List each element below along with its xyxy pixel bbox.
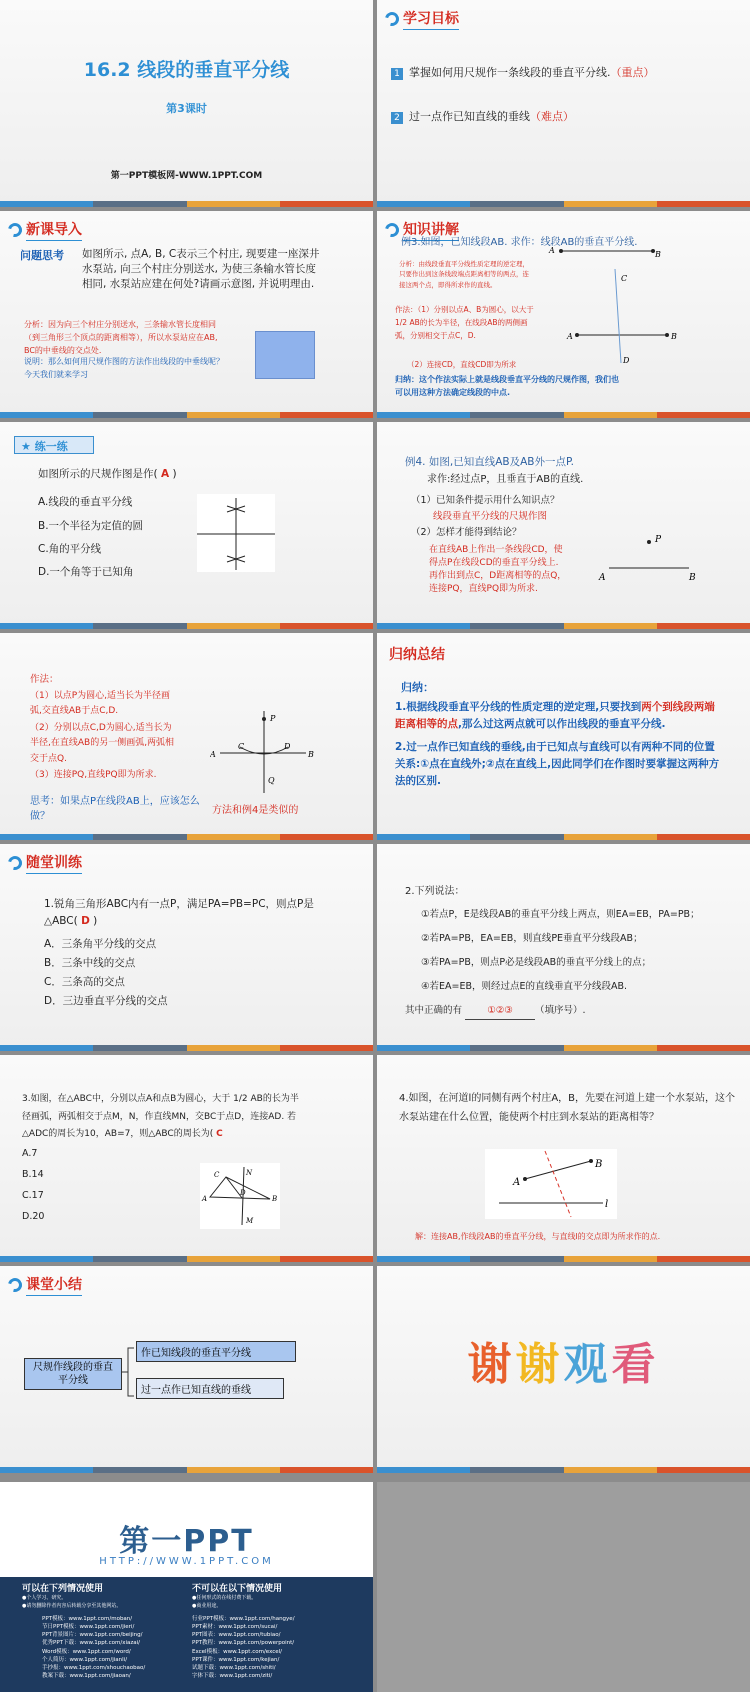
slide-14[interactable] bbox=[377, 1266, 750, 1473]
slide-3[interactable] bbox=[0, 211, 373, 418]
star-icon: ★ bbox=[21, 440, 35, 453]
svg-text:Q: Q bbox=[268, 776, 275, 785]
mindmap-root: 尺规作线段的垂直平分线 bbox=[24, 1358, 122, 1390]
ring-icon bbox=[382, 220, 401, 239]
mindmap-branch-1: 作已知线段的垂直平分线 bbox=[136, 1341, 296, 1362]
exercise-1-option-d[interactable]: D．三边垂直平分线的交点 bbox=[44, 995, 168, 1007]
example-4-a1: 线段垂直平分线的尺规作图 bbox=[433, 511, 548, 522]
footer-logo: 第一PPT bbox=[119, 1524, 254, 1559]
slide-14-bar bbox=[377, 1467, 750, 1473]
exercise-2: 2.下列说法： bbox=[405, 886, 465, 897]
footer-link[interactable]: PPT教程：www.1ppt.com/powerpoint/ bbox=[192, 1640, 295, 1647]
thanks-text: 谢谢观看 bbox=[467, 1339, 660, 1390]
slide-10-bar bbox=[377, 1045, 750, 1051]
question-text: 如图所示, 点A, B, C表示三个村庄, 现要建一座深井水泵站, 向三个村庄分别送水, 为使三条输水管长度相同, 水泵站应建在何处?请画示意图, 并说明理由. bbox=[82, 248, 320, 291]
example-3-summary: 归纳：这个作法实际上就是线段垂直平分线的尺规作图，我们也可以用这种方法确定线段的中点. bbox=[395, 375, 619, 397]
svg-text:B: B bbox=[595, 1159, 603, 1170]
option-a[interactable]: A.线段的垂直平分线 bbox=[38, 496, 133, 508]
slide-12[interactable] bbox=[377, 1055, 750, 1262]
footer-link[interactable]: 教案下载：www.1ppt.com/jiaoan/ bbox=[42, 1672, 131, 1679]
footer-can-2: ●请勿删除作者内容后转载分享至其他网站。 bbox=[22, 1603, 122, 1609]
footer-cant-1: ●任何形式的在线付费下载。 bbox=[192, 1595, 257, 1601]
footer-can-1: ●个人学习、研究。 bbox=[22, 1595, 67, 1601]
footer-links-right bbox=[192, 1615, 295, 1680]
slide-13-heading: 课堂小结 bbox=[8, 1274, 82, 1296]
slide-7[interactable] bbox=[0, 633, 373, 840]
exercise-3-option-a[interactable]: A.7 bbox=[22, 1148, 38, 1159]
mindmap-brace bbox=[122, 1344, 136, 1400]
slide-8[interactable] bbox=[377, 633, 750, 840]
goal-1: 1 掌握如何用尺规作一条线段的垂直平分线.（重点） bbox=[391, 64, 655, 81]
slide-10[interactable] bbox=[377, 844, 750, 1051]
footer-link[interactable]: 节日PPT模板：www.1ppt.com/jieri/ bbox=[42, 1624, 135, 1631]
exercise-3: 3.如图，在△ABC中，分别以点A和点B为圆心，大于 1/2 AB的长为半径画弧，两弧相交于点M，N，作直线MN，交BC于点D，连接AD. 若△ADC的周长为10，AB=7，则△ABC的周长为( C bbox=[22, 1094, 299, 1140]
svg-text:P: P bbox=[655, 535, 662, 545]
footer-link[interactable]: 字体下载：www.1ppt.com/ziti/ bbox=[192, 1672, 273, 1679]
svg-text:B: B bbox=[671, 332, 677, 341]
mindmap-branch-2: 过一点作已知直线的垂线 bbox=[136, 1378, 284, 1399]
slide-2-heading: 学习目标 bbox=[385, 8, 459, 30]
exercise-4-answer: 解：连接AB,作线段AB的垂直平分线，与直线l的交点即为所求作的点. bbox=[415, 1232, 661, 1241]
triangle-figure bbox=[200, 1163, 280, 1229]
summary-point-2: 2.过一点作已知直线的垂线,由于已知点与直线可以有两种不同的位置关系:①点在直线外;②点在直线上,因此同学们在作图时要掌握这两种方法的区别. bbox=[395, 741, 720, 787]
exercise-1-option-c[interactable]: C．三条高的交点 bbox=[44, 976, 125, 988]
svg-text:M: M bbox=[246, 1217, 254, 1225]
goal-2: 2 过一点作已知直线的垂线（难点） bbox=[391, 108, 574, 125]
svg-text:D: D bbox=[284, 742, 291, 751]
method-step-1: （1）以点P为圆心,适当长为半径画弧,交直线AB于点C,D. bbox=[30, 691, 171, 717]
question-label: 问题思考 bbox=[20, 249, 64, 262]
svg-text:N: N bbox=[246, 1169, 253, 1177]
method-step-3: （3）连接PQ,直线PQ即为所求. bbox=[30, 770, 157, 780]
slide-11[interactable] bbox=[0, 1055, 373, 1262]
footer-url[interactable]: HTTP://WWW.1PPT.COM bbox=[99, 1556, 274, 1567]
example-4-a2: 在直线AB上作出一条线段CD，使得点P在线段CD的垂直平分线上. 再作出到点C，D距离相等的点Q，连接PQ，直线PQ即为所求. bbox=[429, 545, 567, 595]
svg-text:D: D bbox=[623, 356, 630, 365]
statement-2: ②若PA=PB，EA=EB，则直线PE垂直平分线段AB； bbox=[421, 933, 643, 944]
footer-link[interactable]: 个人简历：www.1ppt.com/jianli/ bbox=[42, 1656, 128, 1663]
footer-link[interactable]: 试题下载：www.1ppt.com/shiti/ bbox=[192, 1664, 276, 1671]
method-heading: 作法： bbox=[30, 674, 59, 685]
svg-text:B: B bbox=[689, 573, 696, 582]
empty-area bbox=[377, 1482, 750, 1692]
practice-question: 如图所示的尺规作图是作( A ) bbox=[38, 468, 177, 480]
exercise-4: 4.如图，在河道l的同侧有两个村庄A，B，先要在河道上建一个水泵站，这个水泵站建在什么位置，能使两个村庄到水泵站的距离相等？ bbox=[399, 1093, 736, 1123]
example-4: 例4. 如图,已知直线AB及AB外一点P. bbox=[405, 456, 574, 468]
svg-text:C: C bbox=[621, 274, 628, 283]
footer-link[interactable]: 手抄报：www.1ppt.com/shouchaobao/ bbox=[42, 1664, 146, 1671]
footer-cant-heading: 不可以在以下情况使用 bbox=[192, 1584, 283, 1594]
slide-1-site: 第一PPT模板网-WWW.1PPT.COM bbox=[110, 171, 263, 181]
example-4-q1: （1）已知条件提示用什么知识点？ bbox=[411, 495, 560, 506]
slide-9-bar bbox=[0, 1045, 373, 1051]
exercise-1-option-a[interactable]: A．三条角平分线的交点 bbox=[44, 938, 157, 950]
slide-5[interactable] bbox=[0, 422, 373, 629]
slide-6-bar bbox=[377, 623, 750, 629]
statement-4: ④若EA=EB，则经过点E的直线垂直平分线段AB. bbox=[421, 981, 628, 992]
svg-text:A: A bbox=[210, 750, 216, 759]
option-d[interactable]: D.一个角等于已知角 bbox=[38, 566, 134, 578]
slide-5-bar bbox=[0, 623, 373, 629]
slide-1-bar bbox=[0, 201, 373, 207]
slide-2[interactable] bbox=[377, 0, 750, 207]
ring-icon bbox=[5, 1275, 24, 1294]
footer-link[interactable]: Excel模板：www.1ppt.com/excel/ bbox=[192, 1648, 283, 1655]
example-4-ask: 求作:经过点P，且垂直于AB的直线. bbox=[427, 474, 584, 485]
slide-1-title: 16.2 线段的垂直平分线 bbox=[83, 59, 290, 81]
exercise-2-answer: 其中正确的有 ①②③ （填序号）. bbox=[405, 1004, 586, 1020]
point-line-figure bbox=[597, 532, 707, 582]
slide-1-subtitle: 第3课时 bbox=[166, 102, 207, 115]
slide-13-bar bbox=[0, 1467, 373, 1473]
village-diagram bbox=[255, 331, 315, 379]
footer-link[interactable]: PPT素材：www.1ppt.com/sucai/ bbox=[192, 1624, 278, 1631]
slide-4-heading: 知识讲解 bbox=[385, 219, 459, 241]
footer-link[interactable]: PPT图表：www.1ppt.com/tubiao/ bbox=[192, 1632, 281, 1639]
ring-icon bbox=[5, 853, 24, 872]
slide-9[interactable] bbox=[0, 844, 373, 1051]
slide-12-bar bbox=[377, 1256, 750, 1262]
exercise-1: 1.锐角三角形ABC内有一点P，满足PA=PB=PC，则点P是△ABC( D ) bbox=[44, 898, 314, 928]
example-3-step-2: （2）连接CD，直线CD即为所求 bbox=[407, 360, 517, 369]
statement-3: ③若PA=PB，则点P必是线段AB的垂直平分线上的点； bbox=[421, 957, 652, 968]
svg-text:B: B bbox=[308, 750, 314, 759]
exercise-3-option-d[interactable]: D.20 bbox=[22, 1211, 45, 1222]
ring-icon bbox=[5, 220, 24, 239]
svg-text:D: D bbox=[240, 1189, 246, 1197]
slide-3-bar bbox=[0, 412, 373, 418]
footer-link[interactable]: 行业PPT模板：www.1ppt.com/hangye/ bbox=[192, 1616, 295, 1622]
slide-4-bar bbox=[377, 412, 750, 418]
analysis-text: 分析：因为向三个村庄分别送水，三条输水管长度相同（到三角形三个顶点的距离相等），所以水泵站应在AB, BC的中垂线的交点处. bbox=[24, 320, 218, 355]
method-step-2: （2）分别以点C,D为圆心,适当长为半径,在直线AB的另一侧画弧,两弧相交于点Q. bbox=[30, 723, 175, 764]
example-3-step-1: 作法：（1）分别以点A、B为圆心，以大于 1/2 AB的长为半径，在线段AB的两侧画弧，分别相交于点C，D. bbox=[395, 305, 534, 341]
svg-text:A: A bbox=[549, 246, 555, 255]
exercise-3-option-b[interactable]: B.14 bbox=[22, 1169, 44, 1180]
svg-text:l: l bbox=[605, 1199, 609, 1210]
svg-text:B: B bbox=[655, 250, 661, 259]
summary-label: 归纳： bbox=[401, 681, 434, 694]
example-4-q2: （2）怎样才能得到结论？ bbox=[411, 527, 522, 538]
slide-13[interactable] bbox=[0, 1266, 373, 1473]
note-text: 说明：那么如何用尺规作图的方法作出线段的中垂线呢？今天我们就来学习 bbox=[24, 357, 224, 379]
svg-text:B: B bbox=[272, 1195, 278, 1203]
option-b[interactable]: B.一个半径为定值的圆 bbox=[38, 520, 144, 532]
construction-figure bbox=[547, 235, 687, 373]
svg-text:A: A bbox=[513, 1177, 521, 1188]
slide-3-heading: 新课导入 bbox=[8, 219, 82, 241]
footer-link[interactable]: PPT课件：www.1ppt.com/kejian/ bbox=[192, 1656, 280, 1663]
slide-4[interactable] bbox=[377, 211, 750, 418]
slide-2-bar bbox=[377, 201, 750, 207]
option-c[interactable]: C.角的平分线 bbox=[38, 543, 102, 555]
ring-icon bbox=[382, 9, 401, 28]
svg-text:A: A bbox=[202, 1195, 208, 1203]
footer-ad[interactable] bbox=[0, 1482, 373, 1692]
example-3: 例3.如图，已知线段AB. 求作：线段AB的垂直平分线. bbox=[401, 237, 638, 248]
footer-can-heading: 可以在下列情况使用 bbox=[22, 1584, 104, 1594]
footer-link[interactable]: PPT背景图片：www.1ppt.com/beijing/ bbox=[42, 1632, 143, 1639]
exercise-1-option-b[interactable]: B．三条中线的交点 bbox=[44, 957, 136, 969]
summary-point-1: 1.根据线段垂直平分线的性质定理的逆定理,只要找到两个到线段两端距离相等的点,那么过这两点就可以作出线段的垂直平分线. bbox=[395, 701, 715, 730]
slide-11-bar bbox=[0, 1256, 373, 1262]
footer-links-left bbox=[42, 1615, 145, 1680]
footer-info bbox=[0, 1577, 373, 1692]
footer-link[interactable]: 优秀PPT下载：www.1ppt.com/xiazai/ bbox=[42, 1640, 141, 1647]
slide-6[interactable] bbox=[377, 422, 750, 629]
practice-heading: ★ 练一练 bbox=[14, 436, 94, 454]
perpendicular-figure bbox=[210, 707, 320, 797]
statement-1: ①若点P，E是线段AB的垂直平分线上两点，则EA=EB，PA=PB； bbox=[421, 909, 700, 920]
footer-link[interactable]: PPT模板：www.1ppt.com/moban/ bbox=[42, 1616, 133, 1622]
svg-text:C: C bbox=[214, 1171, 220, 1179]
think-question: 思考：如果点P在线段AB上，应该怎么做？ bbox=[30, 796, 200, 822]
slide-7-bar bbox=[0, 834, 373, 840]
footer-link[interactable]: Word模板：www.1ppt.com/word/ bbox=[42, 1648, 131, 1655]
exercise-3-option-c[interactable]: C.17 bbox=[22, 1190, 44, 1201]
footer-cant-2: ●商业用途。 bbox=[192, 1603, 222, 1609]
svg-text:A: A bbox=[599, 573, 606, 582]
slide-8-heading: 归纳总结 bbox=[389, 647, 445, 663]
svg-text:P: P bbox=[270, 714, 276, 723]
river-figure bbox=[485, 1149, 617, 1219]
compass-figure bbox=[197, 494, 275, 572]
slide-1[interactable] bbox=[0, 0, 373, 207]
similar-note: 方法和例4是类似的 bbox=[212, 805, 299, 816]
slide-8-bar bbox=[377, 834, 750, 840]
example-3-analysis: 分析：由线段垂直平分线性质定理的逆定理，只要作出到这条线段端点距离相等的两点，连接这两个点，即得所求作的直线。 bbox=[399, 260, 529, 289]
svg-text:A: A bbox=[567, 332, 573, 341]
slide-9-heading: 随堂训练 bbox=[8, 852, 82, 874]
svg-text:C: C bbox=[238, 742, 245, 751]
